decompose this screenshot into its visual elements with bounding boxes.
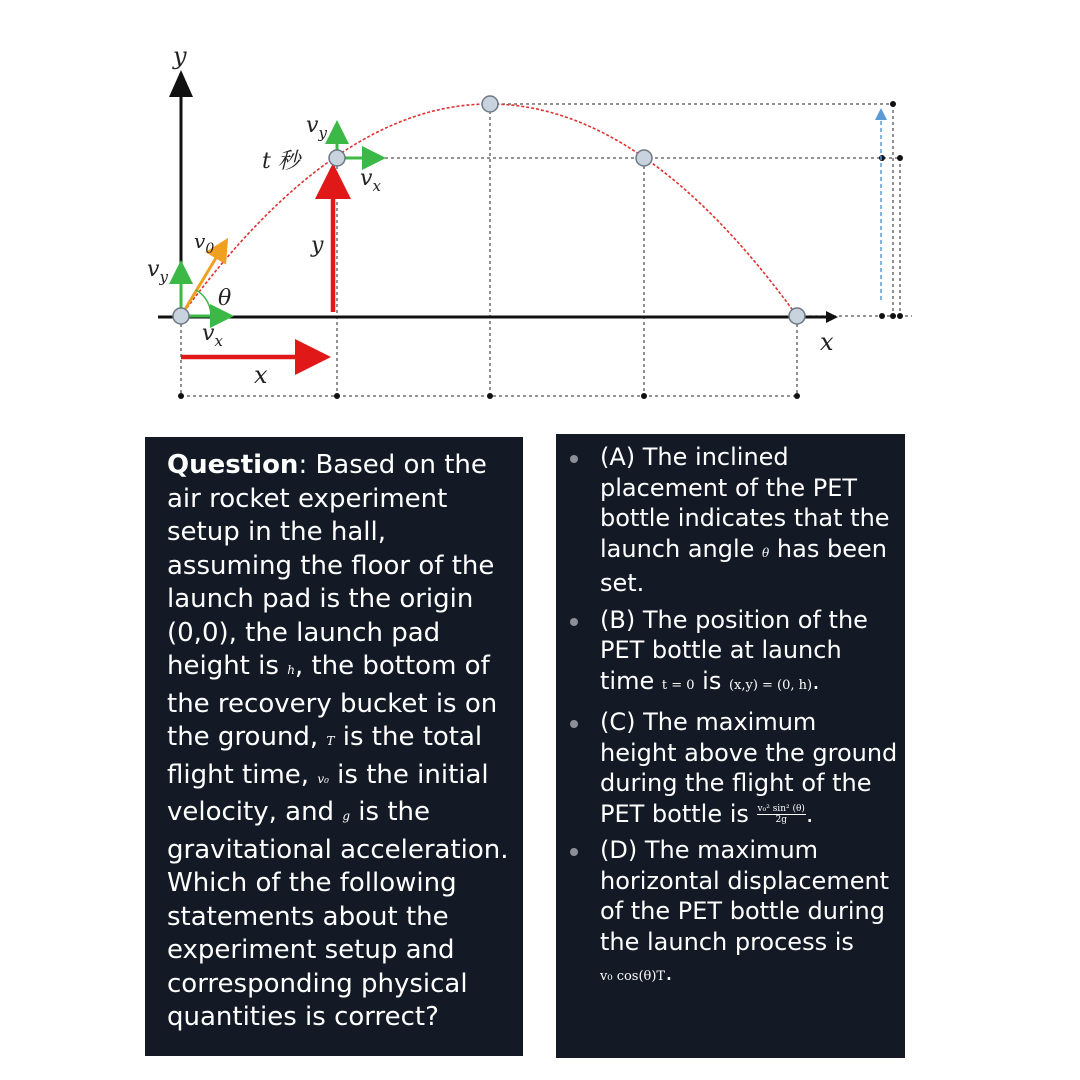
y-axis-label: y	[173, 42, 187, 70]
height-y-label: y	[311, 233, 324, 258]
options-panel	[556, 434, 905, 1058]
g-symbol: g	[342, 809, 351, 823]
option-a[interactable]: (A) The inclined placement of the PET bottle indicates that the launch angle θ has been set.	[556, 442, 905, 599]
x-axis-arrowhead	[826, 311, 838, 323]
projectile-diagram	[0, 0, 1080, 420]
h-symbol: h	[287, 663, 295, 677]
t-seconds-label: t 秒	[262, 149, 300, 174]
x-axis-label: x	[820, 328, 834, 356]
v0-label: $v_0$	[194, 229, 215, 257]
guide-dots	[178, 101, 903, 399]
vy-top-label: $v_y$	[306, 113, 327, 142]
option-d[interactable]: (D) The maximum horizontal displacement of the PET bottle during the launch process is v₀ cos(θ)T.	[556, 835, 905, 993]
vy-left-label: $v_y$	[147, 257, 168, 286]
question-text: Question: Based on the air rocket experiment setup in the hall, assuming the floor of the launch pad is the origin (0,0), the launch pad height is h, the bottom of the recovery bucket is on the ground, T is the total flight time, v₀ is the initial velocity, and g is the gravitational acceleration. Which of the following statements about the experiment setup and corresponding physical quantities is correct?	[167, 450, 509, 1032]
v0-symbol: v₀	[317, 771, 329, 786]
max-height-fraction: $\frac{\text{v₀² sin² (θ)}}{2g}$	[757, 804, 805, 825]
t-zero-expr: t = 0	[661, 677, 695, 693]
question-panel	[145, 437, 523, 1056]
T-symbol: T	[326, 734, 335, 748]
option-c[interactable]: (C) The maximum height above the ground during the flight of the PET bottle is $\frac{\text{v₀² sin² (θ)}}{2g}$ .	[556, 707, 905, 829]
position-markers	[173, 96, 805, 324]
question-label: Question	[167, 450, 299, 480]
vx-bottom-label: $v_x$	[202, 321, 223, 350]
theta-label: θ	[218, 286, 232, 311]
trajectory-curve	[181, 104, 797, 316]
vx-top-label: $v_x$	[360, 166, 381, 195]
options-list	[556, 442, 905, 999]
position-expr: (x,y) = (0, h)	[728, 677, 813, 693]
range-expr: v₀ cos(θ)T	[600, 969, 666, 984]
guide-lines	[181, 104, 912, 396]
theta-symbol: θ	[762, 545, 770, 560]
option-b[interactable]: (B) The position of the PET bottle at launch time t = 0 is (x,y) = (0, h).	[556, 605, 905, 702]
x-displacement-label: x	[254, 361, 268, 389]
